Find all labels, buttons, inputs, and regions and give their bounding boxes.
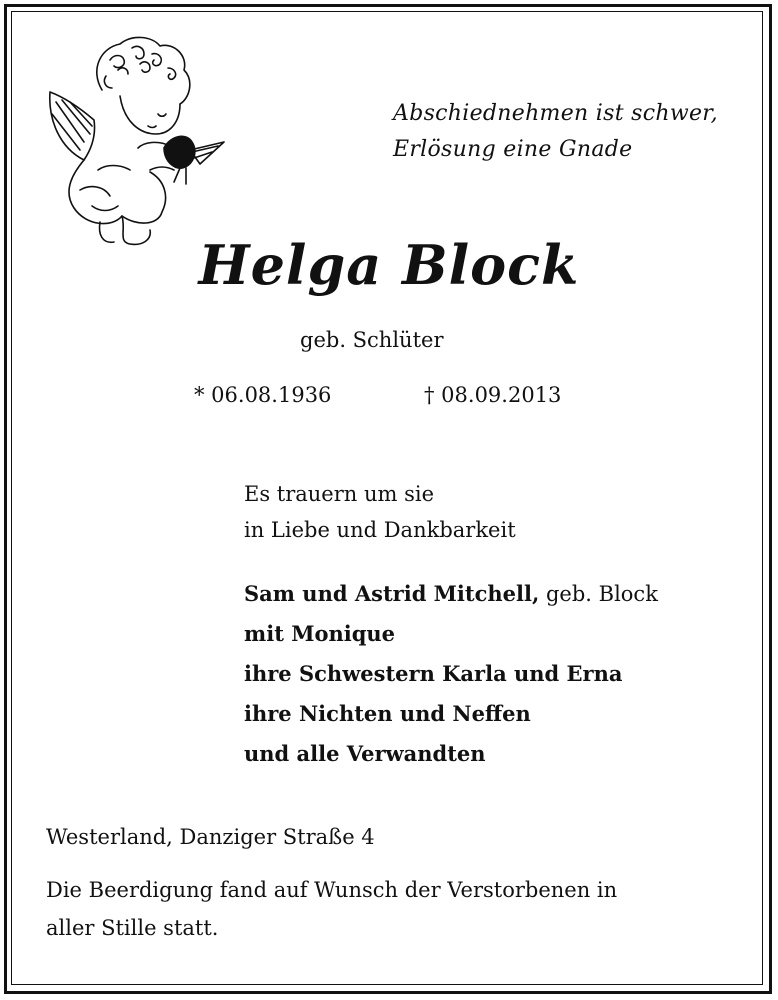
motto [393, 96, 743, 168]
family-line-2: mit Monique [244, 621, 396, 646]
family-line-5: und alle Verwandten [244, 741, 486, 766]
family-line-1 [244, 574, 658, 614]
family-line-4: ihre Nichten und Neffen [244, 701, 531, 726]
mourning-line-1: Es trauern um sie [244, 482, 435, 506]
motto-line-1: Abschiednehmen ist schwer, [393, 101, 718, 126]
mourning-text [244, 476, 516, 548]
motto-line-2: Erlösung eine Gnade [393, 137, 633, 162]
angel-with-bird-icon [40, 30, 225, 250]
funeral-note [46, 871, 746, 947]
family-list [244, 574, 658, 774]
funeral-line-1: Die Beerdigung fand auf Wunsch der Verstorbenen in [46, 878, 618, 902]
death-date: † 08.09.2013 [424, 383, 562, 407]
mourning-line-2: in Liebe und Dankbarkeit [244, 518, 516, 542]
family-main-maiden: geb. Block [539, 582, 658, 606]
funeral-line-2: aller Stille statt. [46, 916, 219, 940]
birth-date: * 06.08.1936 [194, 383, 332, 407]
maiden-name: geb. Schlüter [300, 328, 444, 352]
address: Westerland, Danziger Straße 4 [46, 825, 375, 849]
family-main-names: Sam und Astrid Mitchell, [244, 581, 540, 606]
deceased-name: Helga Block [198, 233, 580, 297]
family-line-3: ihre Schwestern Karla und Erna [244, 661, 623, 686]
